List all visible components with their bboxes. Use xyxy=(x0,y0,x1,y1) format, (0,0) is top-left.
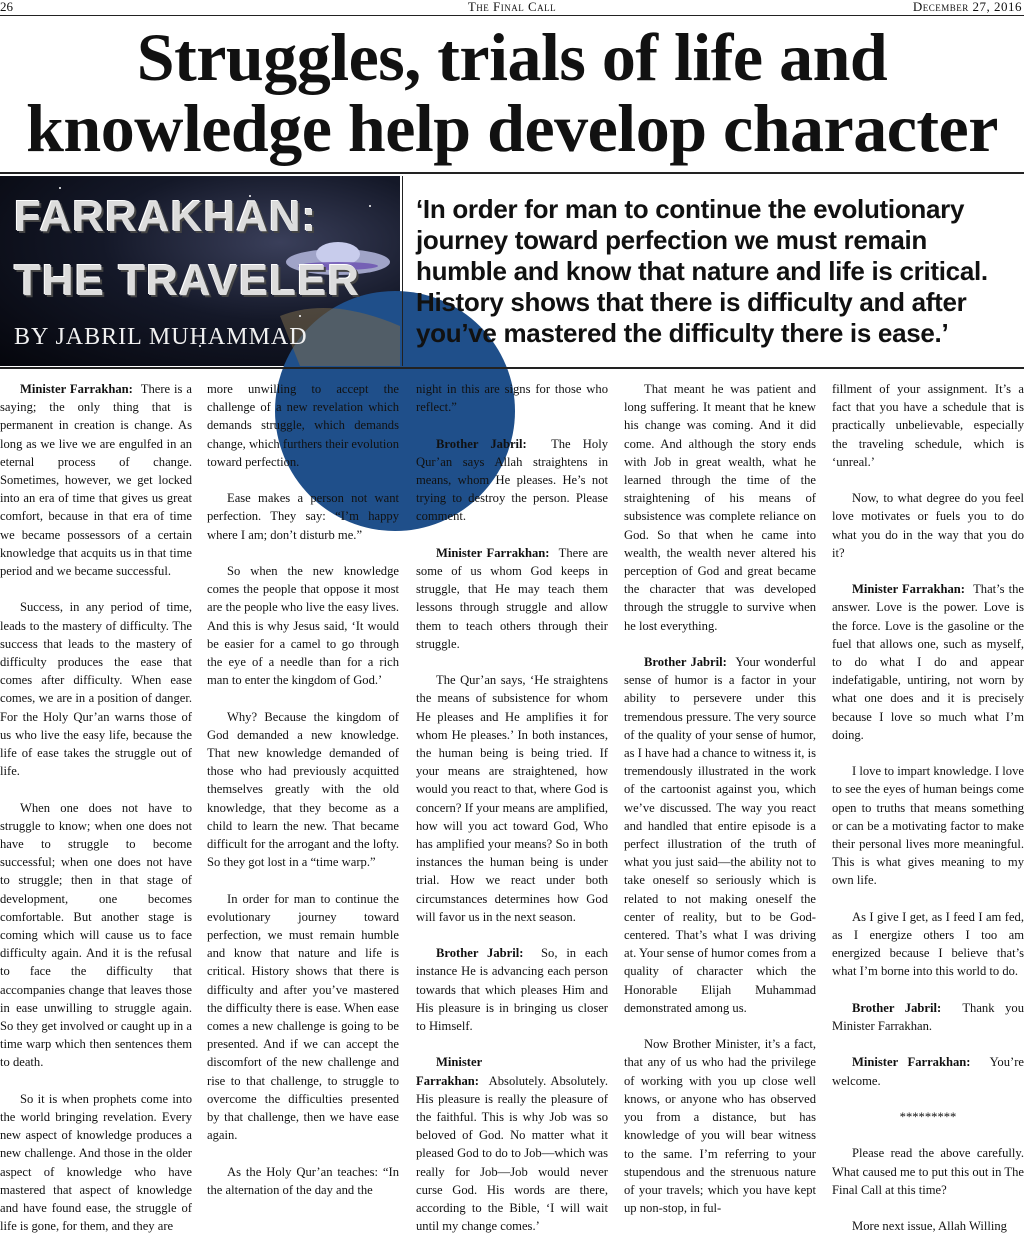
paragraph-text: When one does not have to struggle to know; when one does not have to struggle to become successful; when one does not have to struggle; then in that stage of development, one becomes comfortable. But another stage is coming which will cause us to face difficulty again. And it is the refusal to face the difficulty that accompanies change that leaves those in ease unwilling to struggle again. So they get involved or caught up in a time warp which then sentences them to death. xyxy=(0,800,192,1070)
paragraph xyxy=(832,1053,1024,1089)
paragraph xyxy=(832,908,1024,981)
paragraph xyxy=(207,1163,399,1199)
paragraph xyxy=(832,489,1024,562)
banner-title-line2: THE TRAVELER xyxy=(14,256,361,305)
body-rule xyxy=(0,367,1024,369)
paragraph-text: So when the new knowledge comes the people that oppose it most are the people who live the easy lives. And this is why Jesus said, ‘It would be easier for a camel to go through the eye of a needle than for a rich man to enter the kingdom of God.’ xyxy=(207,564,399,688)
paragraph xyxy=(832,580,1024,744)
page-number: 26 xyxy=(0,0,13,14)
paragraph-text: Your wonderful sense of humor is a factor in your ability to persevere under this tremendous pressure. The very source of the quality of your sense of humor, as I have had a chance to witness it, is tremendously illustrated in the work of the cartoonist against you, which we’ve discussed. The way you react and handled that entire episode is a perfect illustration of the truth of what you just said—the ability not to take oneself so seriously which is related to not making oneself the center of reality, but to be God-centered. That’s what I was driving at. Your sense of humor comes from a quality of character which the Honorable Elijah Muhammad demonstrated among us. xyxy=(624,655,816,1015)
paragraph-text: As the Holy Qur’an teaches: “In the alternation of the day and the xyxy=(207,1164,399,1197)
speaker-label: Minister Farrakhan: xyxy=(416,1055,483,1088)
paragraph-text: More next issue, Allah Willing xyxy=(852,1219,1007,1234)
paragraph xyxy=(416,544,608,653)
paragraph-text: more unwilling to accept the challenge of a new revelation which demands struggle, which demands change, which furthers their evolution toward perfection. xyxy=(207,382,399,469)
banner-divider xyxy=(402,176,403,366)
paragraph xyxy=(832,762,1024,889)
paragraph xyxy=(416,1053,608,1235)
column-banner-image xyxy=(0,176,400,366)
paragraph-text: In order for man to continue the evolutionary journey toward perfection, we must remain humble and know that nature and life is critical. History shows that there is difficulty and after you’ve mastered the difficulty there is ease. When ease comes a new challenge is going to be presented. And if we can accept the discomfort of the new challenge and rise to that challenge, to struggle to overcome the difficulties presented by that challenge, then we have ease again. xyxy=(207,891,399,1143)
paragraph xyxy=(416,435,608,526)
paragraph xyxy=(207,380,399,471)
paragraph xyxy=(624,653,816,1017)
headline-rule xyxy=(0,172,1024,174)
paragraph-text: You’re welcome. xyxy=(832,1055,1024,1088)
paragraph xyxy=(624,380,816,635)
speaker-label: Brother Jabril: xyxy=(644,655,727,670)
paragraph-text: I love to impart knowledge. I love to see the eyes of human beings come open to truths that means something or can be a motivating factor to make their personal lives more meaningful. This is what gives meaning to my own life. xyxy=(832,764,1024,888)
paragraph-text: Why? Because the kingdom of God demanded a new knowledge. That new knowledge demanded of those who had previously acquitted themselves greatly with the old knowledge, that they become as a child to learn the new. That became difficult for the arrogant and the lofty. So they got lost in a “time warp.” xyxy=(207,709,399,870)
paragraph xyxy=(207,562,399,689)
paragraph-text: That meant he was patient and long suffering. It meant that he knew his change was coming. And it did come. And although the story ends with Job in great wealth, what he learned through the time of the straightening of his means of subsistence was complete reliance on God. So that when he came into wealth, the wealth never altered his perception of God and great became the character that was developed through the struggle to survive when he lost everything. xyxy=(624,382,816,633)
text-column-5 xyxy=(832,380,1024,1234)
paragraph xyxy=(416,944,608,1035)
speaker-label: Brother Jabril: xyxy=(852,1000,942,1015)
text-column-2 xyxy=(207,380,399,1197)
paragraph xyxy=(832,380,1024,471)
paragraph-text: There are some of us whom God keeps in struggle, that He may teach them lessons through struggle and allow them to teach others through their struggle. xyxy=(416,545,608,651)
speaker-label: Minister Farrakhan: xyxy=(436,545,550,560)
banner-title-line1: FARRAKHAN: xyxy=(14,192,318,241)
article-body xyxy=(0,380,1024,1234)
paragraph xyxy=(0,1090,192,1236)
issue-date: December 27, 2016 xyxy=(912,0,1022,14)
paragraph-text: So, in each instance He is advancing each person towards that which pleases Him and His pleasure is in bringing us closer to Himself. xyxy=(416,946,608,1034)
paragraph xyxy=(416,671,608,926)
paragraph xyxy=(832,1144,1024,1199)
paragraph xyxy=(0,380,192,580)
paragraph xyxy=(832,1217,1024,1235)
text-column-1 xyxy=(0,380,192,1234)
speaker-label: Minister Farrakhan: xyxy=(852,1055,971,1070)
paragraph-text: night in this are signs for those who reflect.” xyxy=(416,382,608,415)
paragraph-text: The Holy Qur’an says Allah straightens in means, whom He pleases. He’s not trying to destroy the person. Please comment. xyxy=(416,436,608,524)
speaker-label: Brother Jabril: xyxy=(436,946,524,961)
paragraph-text: Please read the above carefully. What caused me to put this out in The Final Call at this time? xyxy=(832,1146,1024,1197)
paragraph xyxy=(207,708,399,872)
paragraph-text: As I give I get, as I feed I am fed, as I energize others I too am energized because I believe that’s what I’m borne into this world to do. xyxy=(832,909,1024,979)
paragraph-text: Ease makes a person not want perfection. They say: “I’m happy where I am; don’t disturb me.” xyxy=(207,491,399,542)
paragraph-text: So it is when prophets come into the world bringing revelation. Every new aspect of knowledge produces a new challenge. And those in the older aspect of knowledge who have mastered that aspect of knowledge and have found ease, the struggle of life is gone, for them, and they are xyxy=(0,1091,192,1234)
page-header xyxy=(0,0,1024,16)
paragraph-text: Now, to what degree do you feel love motivates or fuels you to do what you do in the way that you do it? xyxy=(832,491,1024,560)
text-column-3 xyxy=(416,380,609,1234)
paragraph xyxy=(207,890,399,1145)
paragraph xyxy=(624,1035,816,1217)
paragraph xyxy=(0,799,192,1072)
paragraph-text: That’s the answer. Love is the power. Love is the force. Love is the gasoline or the fuel that allows one, such as myself, to do what I do and appear indefatigable, untiring, not worn by what one does and it is precisely because I love so much what I’m doing. xyxy=(832,582,1024,742)
paragraph-text: There is a saying; the only thing that is permanent in creation is change. As long as we live we are engulfed in an eternal process of change. Sometimes, however, we get locked into an era of time that gives us great comfort, because in that era of time we became possessors of a certain knowledge that acquits us in that time period and we became successful. xyxy=(0,382,192,579)
speaker-label: Minister Farrakhan: xyxy=(852,582,965,597)
publication-name: The Final Call xyxy=(467,0,557,14)
speaker-label: Minister Farrakhan: xyxy=(20,382,133,396)
paragraph-text: fillment of your assignment. It’s a fact that you have a schedule that is practically unbelievable, especially the traveling schedule, which is ‘unreal.’ xyxy=(832,382,1024,469)
paragraph-text: Thank you Minister Farrakhan. xyxy=(832,1000,1024,1034)
text-column-4 xyxy=(624,380,816,1216)
paragraph xyxy=(416,380,608,416)
speaker-label: Brother Jabril: xyxy=(436,436,527,451)
banner-byline: BY JABRIL MUHAMMAD xyxy=(14,324,308,350)
article-headline: Struggles, trials of life and knowledge help develop character xyxy=(26,19,998,166)
paragraph xyxy=(0,598,192,780)
paragraph-text: Now Brother Minister, it’s a fact, that any of us who had the privilege of working with you up close well knows, or anyone who has observed you from a distance, but has knowledge of you will bear witness to the same. I’m referring to your stupendous and the strenuous nature of your travels; which you have kept up non-stop, in ful- xyxy=(624,1037,816,1216)
paragraph-text: ********* xyxy=(899,1110,957,1125)
pull-quote: ‘In order for man to continue the evolutionary journey toward perfection we must remain humble and know that nature and life is critical. History shows that there is difficulty and after you’ve mastered the difficulty there is ease.’ xyxy=(416,194,988,348)
paragraph xyxy=(207,489,399,544)
paragraph-text: Absolutely. Absolutely. His pleasure is really the pleasure of the faithful. This is why Job was so beloved of God. No matter what it pleased God to do to Job—which was really for Job—Job would never curse God. His words are there, according to the Bible, ‘I will wait until my change comes.’ xyxy=(416,1073,609,1234)
paragraph-text: Success, in any period of time, leads to the mastery of difficulty. The success that leads to the mastery of difficulty produces the ease that comes after difficulty. When ease comes, we are in a position of danger. For the Holy Qur’an warns those of us who live the easy life, because the life of ease takes the struggle out of life. xyxy=(0,600,192,779)
paragraph-text: The Qur’an says, ‘He straightens the means of subsistence for whom He pleases and He amplifies it for whom He pleases.’ In both instances, the human being is being tried. If your means are straightened, how would you react to that, where God is concern? If your means are amplified, how will you act toward God, Who has amplified your means? So in both instances the human being is under trial. How we react under both circumstances determines how God will favor us in the next season. xyxy=(416,673,608,924)
paragraph xyxy=(832,999,1024,1035)
paragraph xyxy=(832,1108,1024,1126)
